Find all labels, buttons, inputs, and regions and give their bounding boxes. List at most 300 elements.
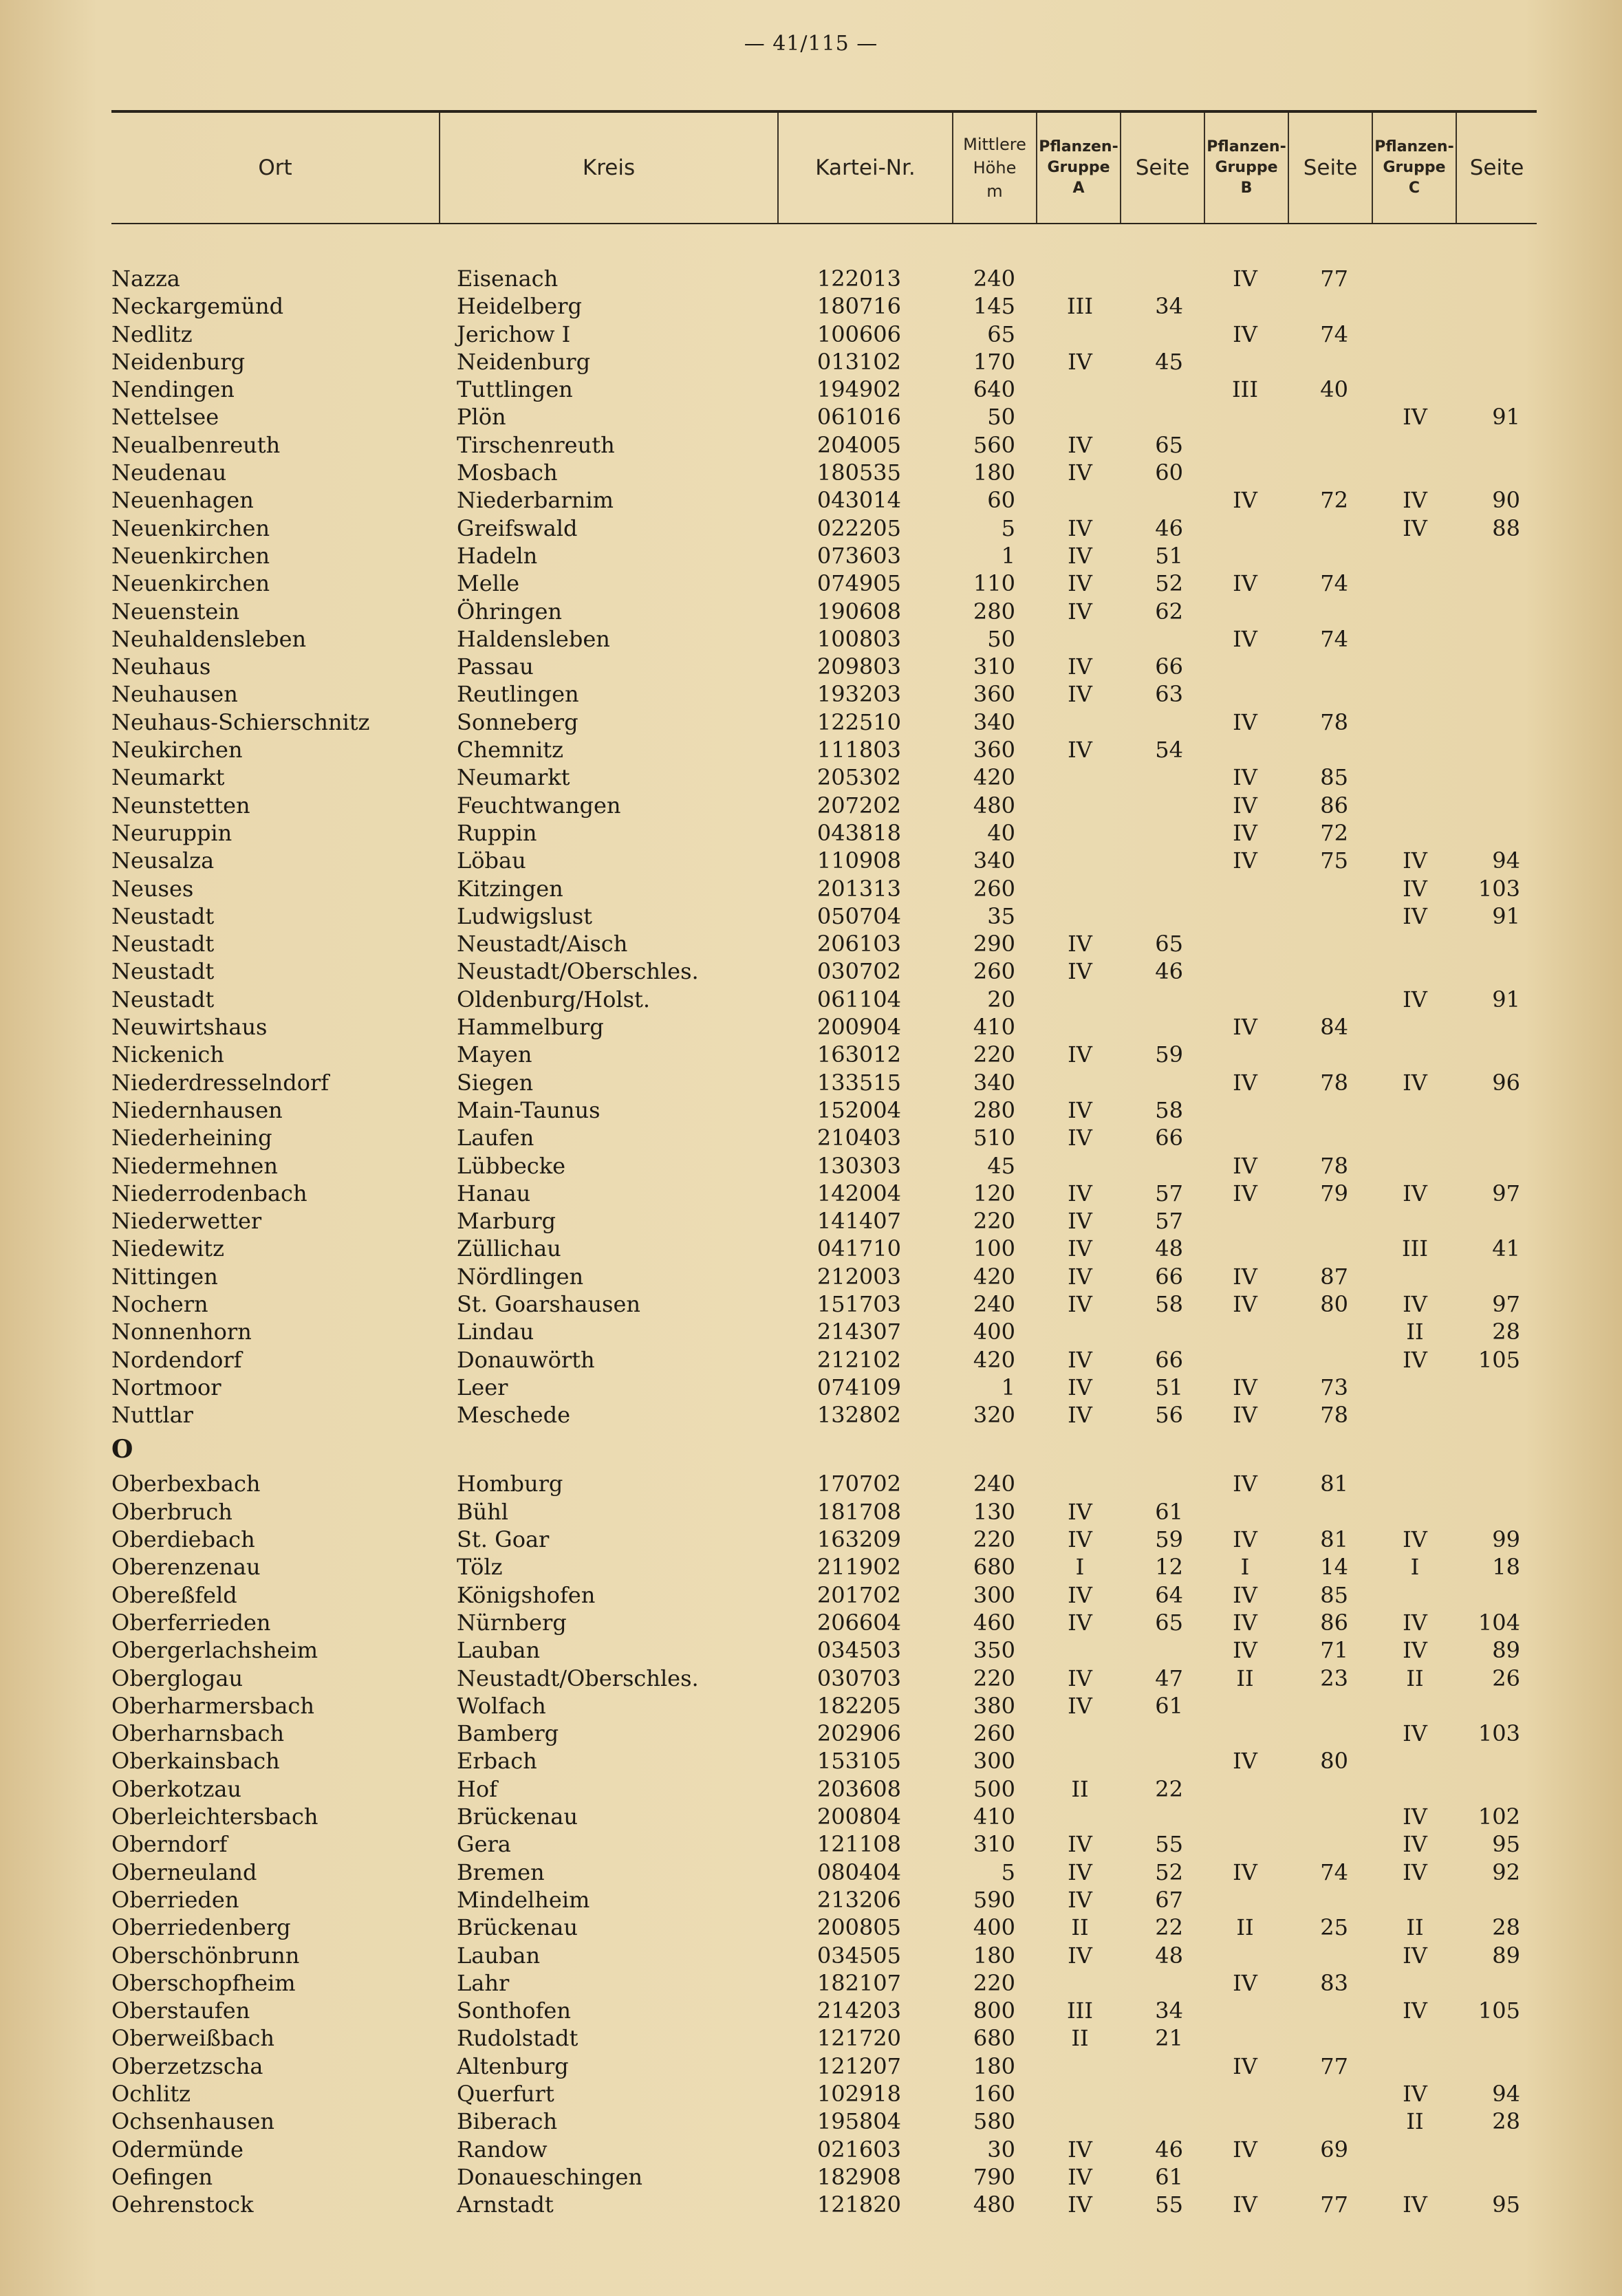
ort-cell: Niedewitz xyxy=(111,1235,224,1262)
kreis-cell: Lindau xyxy=(457,1319,534,1345)
ort-cell: Neuhaus xyxy=(111,653,211,680)
header-kreis-label: Kreis xyxy=(582,155,636,180)
ort-cell: Oberbruch xyxy=(111,1498,233,1525)
kreis-cell: Hanau xyxy=(457,1180,531,1206)
kartei-nr-cell: 050704 xyxy=(817,902,901,929)
hoehe-cell: 45 xyxy=(987,1152,1015,1179)
gruppe-a-cell: IV xyxy=(1068,1180,1092,1206)
kreis-cell: Neustadt/Oberschles. xyxy=(457,958,699,985)
kreis-cell: Meschede xyxy=(457,1402,571,1429)
ort-cell: Odermünde xyxy=(111,2136,244,2163)
seite-a-cell: 57 xyxy=(1155,1180,1183,1206)
table-row xyxy=(0,2191,1622,2218)
seite-c-cell: 91 xyxy=(1492,404,1520,431)
gruppe-b-cell: IV xyxy=(1233,819,1257,846)
table-row xyxy=(0,1969,1622,1997)
seite-a-cell: 46 xyxy=(1155,2136,1183,2163)
kreis-cell: Kitzingen xyxy=(457,875,563,902)
gruppe-b-cell: IV xyxy=(1233,2136,1257,2163)
seite-b-cell: 14 xyxy=(1320,1554,1348,1581)
kartei-nr-cell: 080404 xyxy=(817,1859,901,1885)
table-row xyxy=(0,792,1622,819)
kartei-nr-cell: 180716 xyxy=(817,293,901,320)
ort-cell: Oberenzenau xyxy=(111,1554,261,1581)
header-kartei xyxy=(779,113,953,223)
gruppe-c-cell: IV xyxy=(1403,1290,1427,1317)
seite-b-cell: 75 xyxy=(1320,847,1348,874)
kartei-nr-cell: 061016 xyxy=(817,404,901,431)
kartei-nr-cell: 073603 xyxy=(817,542,901,569)
header-gruppe-b-letter: B xyxy=(1240,180,1253,197)
gruppe-a-cell: IV xyxy=(1068,1263,1092,1290)
kartei-nr-cell: 152004 xyxy=(817,1096,901,1123)
kreis-cell: Tuttlingen xyxy=(457,376,573,403)
hoehe-cell: 260 xyxy=(973,875,1015,902)
seite-a-cell: 51 xyxy=(1155,542,1183,569)
header-gruppe-a-line1: Pflanzen- xyxy=(1039,138,1118,155)
ort-cell: Obergerlachsheim xyxy=(111,1637,318,1664)
table-row xyxy=(0,1207,1622,1235)
seite-b-cell: 72 xyxy=(1320,487,1348,514)
seite-a-cell: 59 xyxy=(1155,1526,1183,1553)
hoehe-cell: 60 xyxy=(987,487,1015,514)
gruppe-a-cell: IV xyxy=(1068,1942,1092,1969)
seite-b-cell: 80 xyxy=(1320,1290,1348,1317)
table-row xyxy=(0,2136,1622,2163)
ort-cell: Neustadt xyxy=(111,902,215,929)
ort-cell: Oberkotzau xyxy=(111,1775,242,1802)
kreis-cell: Altenburg xyxy=(457,2053,569,2079)
kreis-cell: Melle xyxy=(457,570,520,597)
seite-c-cell: 97 xyxy=(1492,1290,1520,1317)
table-row xyxy=(0,570,1622,597)
table-row xyxy=(0,1346,1622,1374)
table-row xyxy=(0,1859,1622,1886)
kreis-cell: Lahr xyxy=(457,1969,510,1996)
gruppe-a-cell: I xyxy=(1075,1554,1085,1581)
seite-c-cell: 41 xyxy=(1492,1235,1520,1262)
kartei-nr-cell: 122013 xyxy=(817,266,901,292)
hoehe-cell: 240 xyxy=(973,1471,1015,1497)
seite-b-cell: 74 xyxy=(1320,1859,1348,1885)
table-row xyxy=(0,930,1622,957)
ort-cell: Neunstetten xyxy=(111,792,250,819)
seite-c-cell: 26 xyxy=(1492,1665,1520,1691)
table-row xyxy=(0,1942,1622,1969)
kartei-nr-cell: 013102 xyxy=(817,348,901,375)
ort-cell: Nendingen xyxy=(111,376,235,403)
gruppe-a-cell: IV xyxy=(1068,1609,1092,1636)
hoehe-cell: 360 xyxy=(973,681,1015,708)
table-row xyxy=(0,1069,1622,1096)
table-row xyxy=(0,1997,1622,2024)
kreis-cell: Tölz xyxy=(457,1554,503,1581)
seite-a-cell: 67 xyxy=(1155,1886,1183,1913)
seite-a-cell: 65 xyxy=(1155,1609,1183,1636)
ort-cell: Neuenstein xyxy=(111,598,240,625)
kartei-nr-cell: 206103 xyxy=(817,931,901,957)
gruppe-c-cell: IV xyxy=(1403,875,1427,902)
gruppe-a-cell: II xyxy=(1071,1914,1089,1941)
gruppe-c-cell: IV xyxy=(1403,1346,1427,1373)
seite-b-cell: 80 xyxy=(1320,1748,1348,1775)
seite-a-cell: 34 xyxy=(1155,293,1183,320)
gruppe-a-cell: IV xyxy=(1068,459,1092,486)
hoehe-cell: 1 xyxy=(1001,1374,1015,1400)
kreis-cell: Greifswald xyxy=(457,515,578,541)
hoehe-cell: 300 xyxy=(973,1581,1015,1608)
table-row xyxy=(0,736,1622,763)
section-n-rows xyxy=(0,265,1622,1429)
kartei-nr-cell: 200805 xyxy=(817,1914,901,1941)
hoehe-cell: 65 xyxy=(987,321,1015,347)
seite-c-cell: 99 xyxy=(1492,1526,1520,1553)
table-row xyxy=(0,1401,1622,1429)
ort-cell: Niederwetter xyxy=(111,1208,262,1235)
gruppe-c-cell: IV xyxy=(1403,902,1427,929)
hoehe-cell: 380 xyxy=(973,1692,1015,1719)
gruppe-a-cell: IV xyxy=(1068,1859,1092,1885)
hoehe-cell: 410 xyxy=(973,1014,1015,1041)
ort-cell: Oberschönbrunn xyxy=(111,1942,300,1969)
gruppe-a-cell: III xyxy=(1067,1997,1093,2024)
hoehe-cell: 310 xyxy=(973,653,1015,680)
seite-b-cell: 74 xyxy=(1320,321,1348,347)
kartei-nr-cell: 111803 xyxy=(817,737,901,763)
gruppe-a-cell: IV xyxy=(1068,1665,1092,1691)
kartei-nr-cell: 121720 xyxy=(817,2025,901,2052)
seite-c-cell: 104 xyxy=(1478,1609,1520,1636)
hoehe-cell: 460 xyxy=(973,1609,1015,1636)
table-row xyxy=(0,1720,1622,1747)
kreis-cell: Niederbarnim xyxy=(457,487,614,514)
table-row xyxy=(0,1803,1622,1830)
kreis-cell: Öhringen xyxy=(457,598,563,625)
table-row xyxy=(0,1692,1622,1720)
seite-a-cell: 21 xyxy=(1155,2025,1183,2052)
kreis-cell: Erbach xyxy=(457,1748,537,1775)
gruppe-c-cell: IV xyxy=(1403,1997,1427,2024)
gruppe-a-cell: IV xyxy=(1068,1498,1092,1525)
kreis-cell: Randow xyxy=(457,2136,548,2163)
kartei-nr-cell: 195804 xyxy=(817,2108,901,2135)
kartei-nr-cell: 110908 xyxy=(817,847,901,874)
hoehe-cell: 160 xyxy=(973,2081,1015,2107)
kreis-cell: Passau xyxy=(457,653,534,680)
kartei-nr-cell: 170702 xyxy=(817,1471,901,1497)
seite-a-cell: 48 xyxy=(1155,1235,1183,1262)
kartei-nr-cell: 190608 xyxy=(817,598,901,625)
gruppe-b-cell: II xyxy=(1236,1914,1254,1941)
kartei-nr-cell: 212102 xyxy=(817,1346,901,1373)
ort-cell: Oberneuland xyxy=(111,1859,257,1885)
gruppe-c-cell: IV xyxy=(1403,1859,1427,1885)
kreis-cell: Reutlingen xyxy=(457,681,579,708)
seite-a-cell: 64 xyxy=(1155,1581,1183,1608)
gruppe-b-cell: IV xyxy=(1233,764,1257,791)
header-seite-a xyxy=(1121,113,1205,223)
table-row xyxy=(0,1581,1622,1609)
gruppe-b-cell: IV xyxy=(1233,1526,1257,1553)
kartei-nr-cell: 030703 xyxy=(817,1665,901,1691)
kreis-cell: Brückenau xyxy=(457,1914,578,1941)
kartei-nr-cell: 043014 xyxy=(817,487,901,514)
gruppe-c-cell: IV xyxy=(1403,1804,1427,1830)
kreis-cell: Neustadt/Aisch xyxy=(457,931,628,957)
gruppe-a-cell: IV xyxy=(1068,681,1092,708)
seite-b-cell: 87 xyxy=(1320,1263,1348,1290)
hoehe-cell: 340 xyxy=(973,847,1015,874)
table-row xyxy=(0,1609,1622,1636)
gruppe-a-cell: IV xyxy=(1068,515,1092,541)
seite-c-cell: 89 xyxy=(1492,1637,1520,1664)
seite-b-cell: 86 xyxy=(1320,1609,1348,1636)
header-hoehe-line1: Mittlere xyxy=(963,135,1026,154)
gruppe-b-cell: IV xyxy=(1233,847,1257,874)
kreis-cell: Tirschenreuth xyxy=(457,431,615,458)
gruppe-b-cell: IV xyxy=(1233,1969,1257,1996)
hoehe-cell: 220 xyxy=(973,1665,1015,1691)
kartei-nr-cell: 141407 xyxy=(817,1208,901,1235)
kreis-cell: Mayen xyxy=(457,1041,532,1068)
gruppe-c-cell: IV xyxy=(1403,1069,1427,1096)
kartei-nr-cell: 043818 xyxy=(817,819,901,846)
header-seite-b xyxy=(1289,113,1373,223)
gruppe-b-cell: IV xyxy=(1233,1637,1257,1664)
kreis-cell: Main-Taunus xyxy=(457,1096,601,1123)
page-number: — 41/115 — xyxy=(744,32,878,56)
kreis-cell: Sonneberg xyxy=(457,708,578,735)
gruppe-a-cell: IV xyxy=(1068,598,1092,625)
hoehe-cell: 400 xyxy=(973,1914,1015,1941)
table-row xyxy=(0,515,1622,542)
gruppe-a-cell: IV xyxy=(1068,2136,1092,2163)
table-row xyxy=(0,1013,1622,1041)
ort-cell: Nazza xyxy=(111,266,180,292)
header-seite-a-label: Seite xyxy=(1135,155,1190,180)
ort-cell: Oberkainsbach xyxy=(111,1748,280,1775)
hoehe-cell: 35 xyxy=(987,902,1015,929)
section-letter: O xyxy=(111,1435,133,1464)
seite-a-cell: 59 xyxy=(1155,1041,1183,1068)
gruppe-a-cell: III xyxy=(1067,293,1093,320)
seite-c-cell: 91 xyxy=(1492,986,1520,1012)
gruppe-c-cell: IV xyxy=(1403,515,1427,541)
seite-c-cell: 102 xyxy=(1478,1804,1520,1830)
seite-c-cell: 94 xyxy=(1492,2081,1520,2107)
kreis-cell: Lauban xyxy=(457,1637,541,1664)
gruppe-c-cell: IV xyxy=(1403,847,1427,874)
seite-a-cell: 57 xyxy=(1155,1208,1183,1235)
gruppe-a-cell: IV xyxy=(1068,1208,1092,1235)
hoehe-cell: 280 xyxy=(973,598,1015,625)
ort-cell: Ochlitz xyxy=(111,2081,191,2107)
gruppe-b-cell: II xyxy=(1236,1665,1254,1691)
kartei-nr-cell: 034503 xyxy=(817,1637,901,1664)
hoehe-cell: 480 xyxy=(973,792,1015,819)
table-row xyxy=(0,1747,1622,1775)
seite-b-cell: 25 xyxy=(1320,1914,1348,1941)
kreis-cell: Nürnberg xyxy=(457,1609,567,1636)
kartei-nr-cell: 180535 xyxy=(817,459,901,486)
kartei-nr-cell: 205302 xyxy=(817,764,901,791)
seite-a-cell: 66 xyxy=(1155,1263,1183,1290)
kartei-nr-cell: 182908 xyxy=(817,2163,901,2190)
table-row xyxy=(0,403,1622,431)
table-row xyxy=(0,625,1622,653)
kartei-nr-cell: 206604 xyxy=(817,1609,901,1636)
kreis-cell: Querfurt xyxy=(457,2081,554,2107)
seite-b-cell: 72 xyxy=(1320,819,1348,846)
ort-cell: Oehrenstock xyxy=(111,2191,254,2218)
table-row xyxy=(0,1665,1622,1692)
seite-a-cell: 34 xyxy=(1155,1997,1183,2024)
hoehe-cell: 680 xyxy=(973,1554,1015,1581)
kartei-nr-cell: 142004 xyxy=(817,1180,901,1206)
hoehe-cell: 580 xyxy=(973,2108,1015,2135)
kartei-nr-cell: 151703 xyxy=(817,1290,901,1317)
gruppe-a-cell: IV xyxy=(1068,1374,1092,1400)
kartei-nr-cell: 061104 xyxy=(817,986,901,1012)
gruppe-c-cell: II xyxy=(1406,1319,1424,1345)
ort-cell: Niedermehnen xyxy=(111,1152,278,1179)
ort-cell: Nickenich xyxy=(111,1041,224,1068)
gruppe-c-cell: I xyxy=(1410,1554,1420,1581)
kreis-cell: Homburg xyxy=(457,1471,563,1497)
kartei-nr-cell: 074905 xyxy=(817,570,901,597)
kartei-nr-cell: 163012 xyxy=(817,1041,901,1068)
table-row xyxy=(0,321,1622,348)
seite-b-cell: 77 xyxy=(1320,2191,1348,2218)
header-gruppe-b-line2: Gruppe xyxy=(1215,159,1278,176)
header-gruppe-b-line1: Pflanzen- xyxy=(1207,138,1286,155)
seite-a-cell: 22 xyxy=(1155,1914,1183,1941)
table-row xyxy=(0,1374,1622,1401)
header-gruppe-a-letter: A xyxy=(1072,180,1085,197)
seite-a-cell: 58 xyxy=(1155,1096,1183,1123)
gruppe-b-cell: IV xyxy=(1233,1471,1257,1497)
kreis-cell: Hammelburg xyxy=(457,1014,604,1041)
table-row xyxy=(0,1775,1622,1803)
seite-b-cell: 81 xyxy=(1320,1471,1348,1497)
ort-cell: Neuhaldensleben xyxy=(111,625,307,652)
gruppe-c-cell: IV xyxy=(1403,986,1427,1012)
kreis-cell: Mosbach xyxy=(457,459,558,486)
gruppe-a-cell: IV xyxy=(1068,931,1092,957)
gruppe-a-cell: IV xyxy=(1068,1692,1092,1719)
ort-cell: Neuhausen xyxy=(111,681,238,708)
gruppe-a-cell: IV xyxy=(1068,1526,1092,1553)
seite-b-cell: 78 xyxy=(1320,1069,1348,1096)
kartei-nr-cell: 121108 xyxy=(817,1831,901,1858)
table-row xyxy=(0,986,1622,1013)
gruppe-c-cell: IV xyxy=(1403,1942,1427,1969)
ort-cell: Niederrodenbach xyxy=(111,1180,307,1206)
kartei-nr-cell: 022205 xyxy=(817,515,901,541)
hoehe-cell: 5 xyxy=(1001,515,1015,541)
hoehe-cell: 40 xyxy=(987,819,1015,846)
ort-cell: Neualbenreuth xyxy=(111,431,281,458)
seite-b-cell: 73 xyxy=(1320,1374,1348,1400)
kartei-nr-cell: 181708 xyxy=(817,1498,901,1525)
gruppe-a-cell: IV xyxy=(1068,2191,1092,2218)
table-row xyxy=(0,1180,1622,1207)
table-row xyxy=(0,653,1622,680)
ort-cell: Neuhaus-Schierschnitz xyxy=(111,708,370,735)
gruppe-a-cell: IV xyxy=(1068,737,1092,763)
ort-cell: Nittingen xyxy=(111,1263,218,1290)
hoehe-cell: 260 xyxy=(973,1720,1015,1747)
ort-cell: Neudenau xyxy=(111,459,227,486)
hoehe-cell: 340 xyxy=(973,1069,1015,1096)
hoehe-cell: 340 xyxy=(973,708,1015,735)
kreis-cell: Ruppin xyxy=(457,819,537,846)
kreis-cell: Laufen xyxy=(457,1125,534,1151)
table-row xyxy=(0,1235,1622,1262)
kartei-nr-cell: 201702 xyxy=(817,1581,901,1608)
hoehe-cell: 310 xyxy=(973,1831,1015,1858)
gruppe-b-cell: IV xyxy=(1233,1748,1257,1775)
kreis-cell: Löbau xyxy=(457,847,526,874)
ort-cell: Obereßfeld xyxy=(111,1581,237,1608)
hoehe-cell: 5 xyxy=(1001,1859,1015,1885)
gruppe-b-cell: IV xyxy=(1233,321,1257,347)
table-body xyxy=(0,265,1622,2218)
kreis-cell: Sonthofen xyxy=(457,1997,571,2024)
gruppe-b-cell: IV xyxy=(1233,708,1257,735)
kreis-cell: Siegen xyxy=(457,1069,534,1096)
gruppe-b-cell: IV xyxy=(1233,266,1257,292)
ort-cell: Neuenhagen xyxy=(111,487,254,514)
gruppe-a-cell: IV xyxy=(1068,1041,1092,1068)
header-kreis xyxy=(440,113,779,223)
seite-c-cell: 96 xyxy=(1492,1069,1520,1096)
gruppe-c-cell: IV xyxy=(1403,1609,1427,1636)
table-row xyxy=(0,1041,1622,1068)
gruppe-a-cell: IV xyxy=(1068,1125,1092,1151)
table-row xyxy=(0,957,1622,985)
ort-cell: Neuenkirchen xyxy=(111,542,270,569)
gruppe-a-cell: IV xyxy=(1068,542,1092,569)
kartei-nr-cell: 200904 xyxy=(817,1014,901,1041)
kreis-cell: Oldenburg/Holst. xyxy=(457,986,651,1012)
ort-cell: Neustadt xyxy=(111,931,215,957)
seite-c-cell: 105 xyxy=(1478,1346,1520,1373)
kreis-cell: St. Goarshausen xyxy=(457,1290,641,1317)
kartei-nr-cell: 100803 xyxy=(817,625,901,652)
table-row xyxy=(0,763,1622,791)
gruppe-a-cell: IV xyxy=(1068,1886,1092,1913)
ort-cell: Oefingen xyxy=(111,2163,213,2190)
seite-c-cell: 28 xyxy=(1492,2108,1520,2135)
gruppe-b-cell: IV xyxy=(1233,2191,1257,2218)
seite-b-cell: 77 xyxy=(1320,2053,1348,2079)
kreis-cell: Bremen xyxy=(457,1859,545,1885)
gruppe-a-cell: IV xyxy=(1068,1581,1092,1608)
header-ort xyxy=(111,113,440,223)
kartei-nr-cell: 202906 xyxy=(817,1720,901,1747)
kartei-nr-cell: 121820 xyxy=(817,2191,901,2218)
table-row xyxy=(0,2080,1622,2108)
seite-a-cell: 66 xyxy=(1155,1346,1183,1373)
gruppe-c-cell: IV xyxy=(1403,1180,1427,1206)
seite-a-cell: 46 xyxy=(1155,958,1183,985)
hoehe-cell: 360 xyxy=(973,737,1015,763)
seite-b-cell: 78 xyxy=(1320,708,1348,735)
hoehe-cell: 480 xyxy=(973,2191,1015,2218)
kreis-cell: Biberach xyxy=(457,2108,558,2135)
seite-c-cell: 18 xyxy=(1492,1554,1520,1581)
